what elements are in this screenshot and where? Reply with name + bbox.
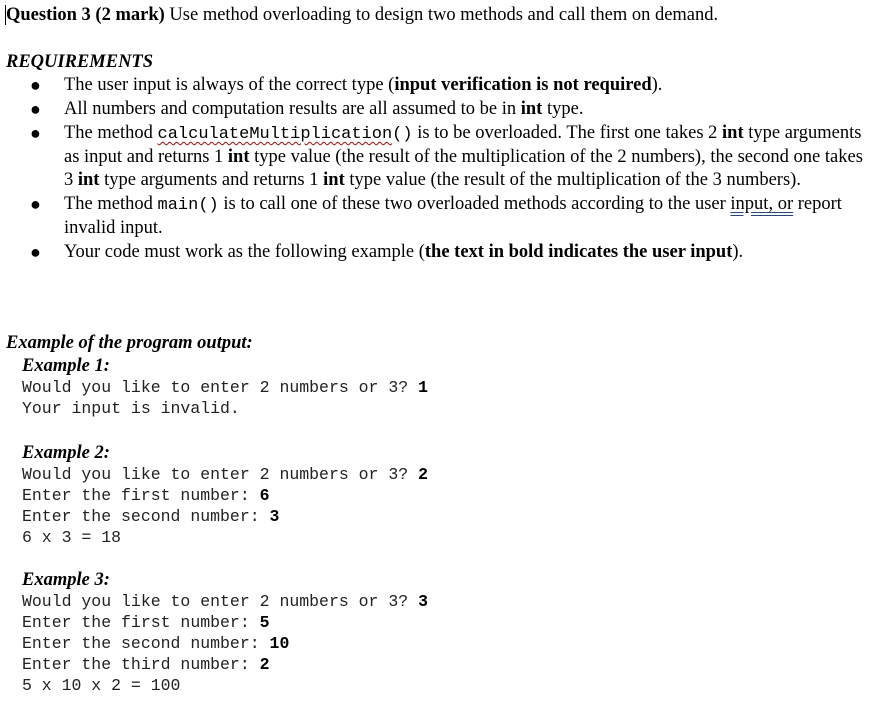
requirement-item: ● The method main() is to call one of these two overloaded methods according to the user input, or report invalid input. [30, 194, 842, 238]
method-name-code: calculateMultiplication [157, 125, 393, 144]
user-input: 1 [418, 378, 428, 397]
bullet-icon: ● [30, 75, 41, 95]
output-line: Enter the second number: 3 [22, 507, 280, 526]
user-input: 5 [259, 613, 270, 632]
bullet-icon: ● [30, 242, 41, 262]
output-line: Enter the third number: 2 [22, 655, 270, 674]
requirements-list [0, 74, 875, 265]
example-1 [22, 355, 428, 419]
requirement-item: ● The method calculateMultiplication() is to be overloaded. The first one takes 2 int type arguments as input and returns 1 int type value (the result of the multiplication of the 2 numbers), the second one takes 3 int type arguments and returns 1 int type value (the result of the multiplication of the 3 numbers). [30, 123, 863, 190]
example-3 [22, 569, 428, 696]
bullet-icon: ● [30, 123, 41, 143]
requirement-item: ● Your code must work as the following example (the text in bold indicates the user input). [30, 242, 744, 262]
output-line: Would you like to enter 2 numbers or 3? 3 [22, 592, 428, 611]
output-line: Enter the first number: 5 [22, 613, 270, 632]
user-input: 3 [269, 507, 280, 526]
requirement-item: ● All numbers and computation results are all assumed to be in int type. [30, 99, 584, 119]
output-line: Would you like to enter 2 numbers or 3? 2 [22, 465, 428, 484]
question-line [6, 4, 718, 26]
output-line: 6 x 3 = 18 [22, 528, 122, 547]
example-title: Example 2: [22, 443, 110, 463]
main-method-code: main() [157, 196, 219, 215]
requirement-item: ● The user input is always of the correct type (input verification is not required). [30, 75, 663, 95]
user-input: 2 [418, 465, 428, 484]
output-line: Enter the first number: 6 [22, 486, 270, 505]
user-input: 6 [259, 486, 270, 505]
output-line: Enter the second number: 10 [22, 634, 290, 653]
output-line: Would you like to enter 2 numbers or 3? 1 [22, 378, 428, 397]
question-text: Use method overloading to design two methods and call them on demand. [164, 5, 719, 25]
example-2 [22, 442, 428, 548]
question-label: Question 3 (2 mark) [6, 5, 165, 25]
requirements-heading: REQUIREMENTS [6, 52, 154, 72]
user-input: 2 [259, 655, 270, 674]
output-line: 5 x 10 x 2 = 100 [22, 676, 181, 695]
output-line: Your input is invalid. [22, 399, 240, 418]
bullet-icon: ● [30, 194, 41, 214]
examples-heading: Example of the program output: [6, 333, 253, 353]
bullet-icon: ● [30, 99, 41, 119]
example-title: Example 3: [22, 570, 110, 590]
user-input: 3 [418, 592, 428, 611]
example-title: Example 1: [22, 356, 110, 376]
user-input: 10 [269, 634, 290, 653]
